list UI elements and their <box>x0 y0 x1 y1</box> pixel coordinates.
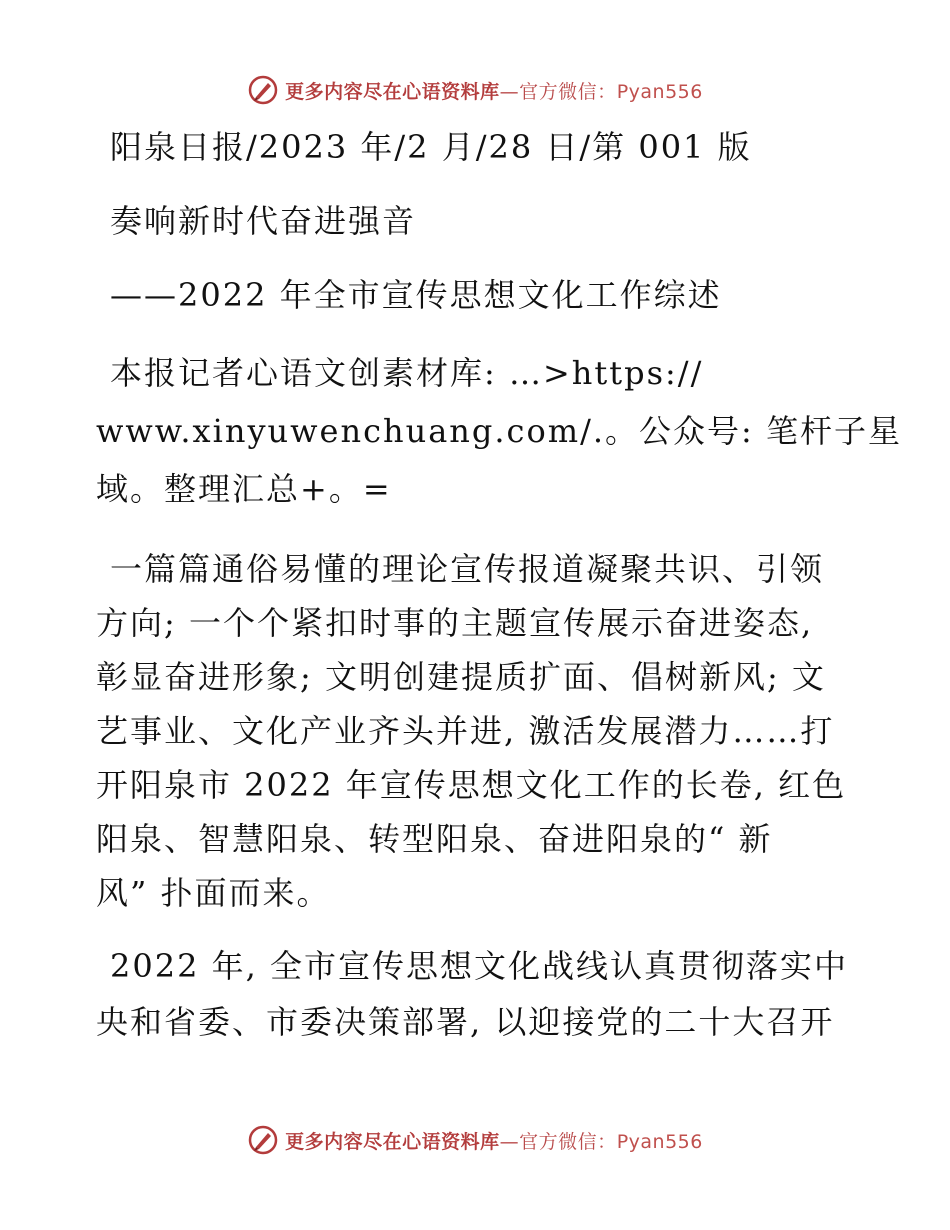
watermark-text: 更多内容尽在心语资料库—官方微信：Pyan556 <box>285 80 703 103</box>
paragraph-line: 方向; 一个个紧扣时事的主题宣传展示奋进姿态, <box>96 604 814 642</box>
paragraph-line: 艺事业、文化产业齐头并进, 激活发展潜力……打 <box>96 712 835 750</box>
header-watermark <box>0 70 950 110</box>
paragraph-line: 2022 年, 全市宣传思想文化战线认真贯彻落实中 <box>110 947 848 985</box>
paragraph-line: 央和省委、市委决策部署, 以迎接党的二十大召开 <box>96 1003 835 1041</box>
byline-line: www.xinyuwenchuang.com/.。公众号: 笔杆子星 <box>96 412 902 450</box>
paragraph-1 <box>96 542 856 920</box>
source-line: 阳泉日报/2023 年/2 月/28 日/第 001 版 <box>110 128 752 166</box>
paragraph-line: 风” 扑面而来。 <box>96 874 331 912</box>
pen-logo-icon <box>247 74 279 106</box>
paragraph-line: 阳泉、智慧阳泉、转型阳泉、奋进阳泉的“ 新 <box>96 820 773 858</box>
footer-watermark <box>0 1120 950 1160</box>
article-subtitle: ——2022 年全市宣传思想文化工作综述 <box>110 276 722 314</box>
byline-line: 域。整理汇总+。= <box>96 470 392 508</box>
paragraph-2 <box>96 938 856 1050</box>
paragraph-line: 开阳泉市 2022 年宣传思想文化工作的长卷, 红色 <box>96 766 847 804</box>
document-body <box>96 122 902 1050</box>
paragraph-line: 彰显奋进形象; 文明创建提质扩面、倡树新风; 文 <box>96 658 826 696</box>
paragraph-line: 一篇篇通俗易懂的理论宣传报道凝聚共识、引领 <box>110 550 825 588</box>
article-title: 奏响新时代奋进强音 <box>110 202 417 240</box>
byline-block <box>96 344 902 518</box>
byline-line: 本报记者心语文创素材库: …>https:// <box>110 354 704 392</box>
pen-logo-icon <box>247 1124 279 1156</box>
watermark-text: 更多内容尽在心语资料库—官方微信：Pyan556 <box>285 1130 703 1153</box>
